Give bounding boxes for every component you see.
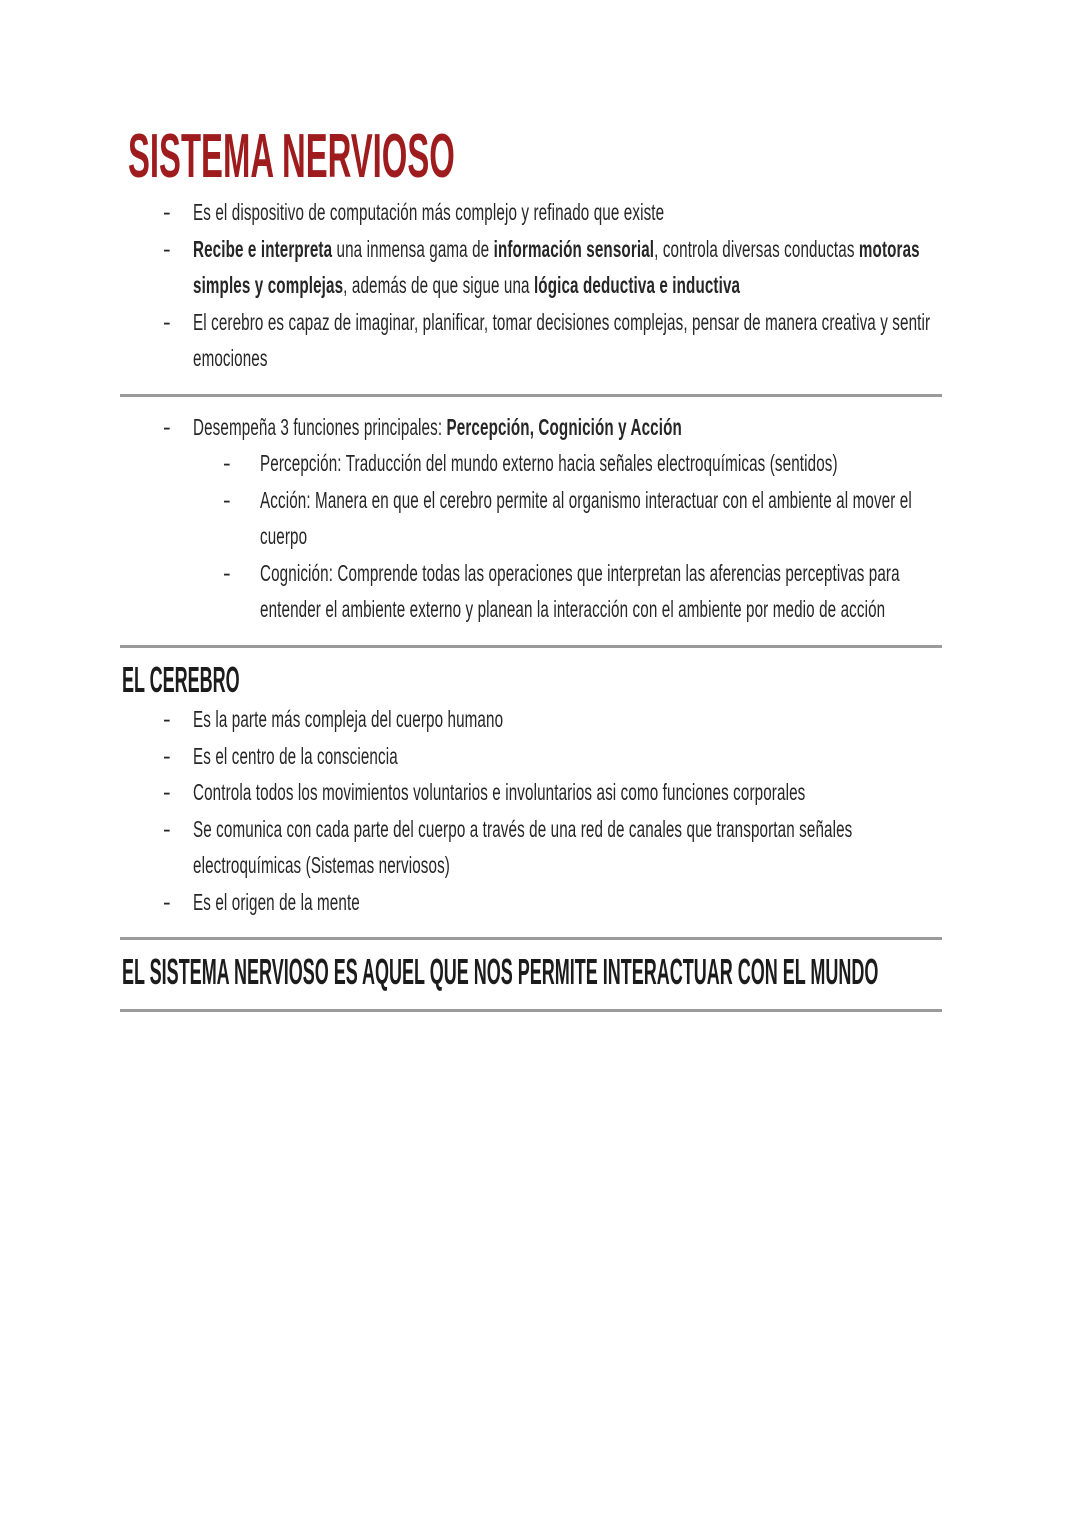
bullet-marker: - — [163, 815, 171, 842]
list-item — [120, 555, 942, 628]
list-item — [120, 194, 942, 231]
list-item-text — [260, 445, 943, 482]
list-item — [120, 884, 942, 921]
regular-text: Controla todos los movimientos voluntarios e involuntarios asi como funciones corporales — [193, 779, 806, 806]
bold-text: Recibe e interpreta — [193, 235, 333, 262]
bold-text: información sensorial — [493, 235, 655, 262]
section-heading-text: EL CEREBRO — [122, 658, 240, 700]
bullet-marker: - — [163, 308, 171, 335]
regular-text: , controla diversas conductas — [654, 235, 859, 262]
bullet-marker: - — [163, 413, 171, 440]
list-item-text — [260, 482, 943, 555]
regular-text: una inmensa gama de — [332, 235, 494, 262]
section-divider — [120, 937, 942, 940]
section-divider — [120, 394, 942, 397]
bullet-marker: - — [223, 559, 231, 586]
list-item — [120, 409, 942, 446]
bullet-marker: - — [163, 706, 171, 733]
bullet-marker: - — [163, 742, 171, 769]
bullet-list — [120, 409, 942, 628]
list-item — [120, 304, 942, 377]
list-item — [120, 231, 942, 304]
regular-text: Percepción: Traducción del mundo externo hacia señales electroquímicas (sentidos) — [260, 450, 838, 476]
bold-text: lógica deductiva e inductiva — [533, 272, 741, 298]
bullet-marker: - — [163, 235, 171, 262]
list-item — [120, 774, 942, 811]
list-item-text — [193, 811, 959, 884]
list-item-text — [260, 555, 943, 628]
bullet-marker: - — [223, 450, 231, 476]
section-divider — [120, 645, 942, 648]
bullet-marker: - — [163, 779, 171, 806]
regular-text: Acción: Manera en que el cerebro permite al organismo interactuar con el ambiente al mover el cuerpo — [260, 486, 912, 549]
bullet-marker: - — [163, 199, 171, 225]
list-item-text — [193, 194, 959, 231]
section-heading — [122, 660, 942, 700]
bullet-marker: - — [223, 486, 231, 513]
list-item — [120, 811, 942, 884]
regular-text: Desempeña 3 funciones principales: — [193, 413, 447, 440]
bullet-list — [120, 194, 942, 377]
list-item-text — [193, 884, 959, 921]
list-item-text — [193, 409, 959, 446]
document-blocks — [120, 194, 942, 1012]
regular-text: Se comunica con cada parte del cuerpo a través de una red de canales que transportan señales electroquímicas (Sistemas nerviosos) — [193, 815, 853, 879]
bullet-list — [120, 701, 942, 920]
page-title-text: SISTEMA NERVIOSO — [128, 122, 455, 191]
list-item — [120, 701, 942, 738]
regular-text: Es el origen de la mente — [193, 888, 360, 915]
bullet-marker: - — [163, 888, 171, 915]
document-content — [120, 0, 942, 1012]
list-item-text — [193, 304, 959, 377]
regular-text: Es la parte más compleja del cuerpo humano — [193, 706, 504, 733]
list-item — [120, 482, 942, 555]
list-item-text — [193, 701, 959, 738]
list-item-text — [193, 231, 959, 304]
regular-text: Es el dispositivo de computación más complejo y refinado que existe — [193, 199, 665, 225]
page-title — [128, 122, 942, 191]
regular-text: El cerebro es capaz de imaginar, planificar, tomar decisiones complejas, pensar de manera creativa y sentir emociones — [193, 308, 931, 371]
bold-text: motoras simples y complejas — [193, 235, 920, 298]
regular-text: Cognición: Comprende todas las operaciones que interpretan las aferencias perceptivas para entender el ambiente externo y planean la interacción con el ambiente por medio de acción — [260, 559, 900, 622]
regular-text: , además de que sigue una — [343, 272, 534, 298]
section-divider — [120, 1009, 942, 1012]
list-item — [120, 738, 942, 775]
section-heading-text: EL SISTEMA NERVIOSO ES AQUEL QUE NOS PERMITE INTERACTUAR CON EL MUNDO — [122, 951, 879, 993]
list-item — [120, 445, 942, 482]
section-heading — [122, 952, 942, 992]
list-item-text — [193, 774, 959, 811]
bold-text: Percepción, Cognición y Acción — [446, 413, 682, 440]
list-item-text — [193, 738, 959, 775]
regular-text: Es el centro de la consciencia — [193, 742, 398, 769]
